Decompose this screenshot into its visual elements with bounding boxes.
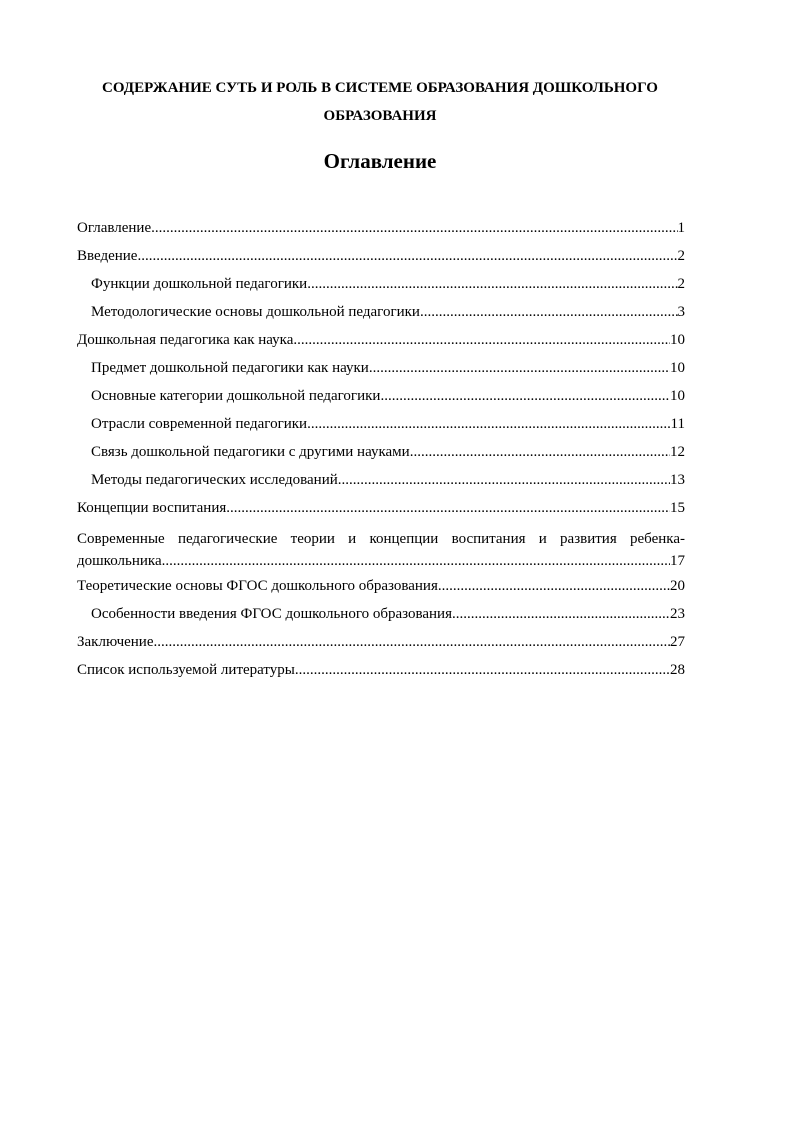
toc-entry-label: Список используемой литературы <box>77 662 295 678</box>
toc-page-number: 10 <box>670 388 685 404</box>
toc-subentry[interactable] <box>77 354 685 382</box>
toc-entry[interactable] <box>77 656 685 684</box>
toc-page-number: 12 <box>670 444 685 460</box>
toc-subentry[interactable] <box>77 410 685 438</box>
toc-page-number: 2 <box>677 248 685 264</box>
toc-entry-label: Теоретические основы ФГОС дошкольного образования <box>77 578 438 594</box>
table-of-contents <box>77 214 685 684</box>
toc-entry-label: Основные категории дошкольной педагогики <box>91 388 381 404</box>
toc-leader-dots <box>307 410 670 438</box>
toc-entry-label: Введение <box>77 248 138 264</box>
toc-page-number: 17 <box>670 553 685 569</box>
toc-entry-label: Функции дошкольной педагогики <box>91 276 308 292</box>
toc-entry[interactable] <box>77 326 685 354</box>
toc-leader-dots <box>226 494 670 522</box>
toc-page-number: 3 <box>677 304 685 320</box>
toc-page-number: 10 <box>670 332 685 348</box>
toc-heading: Оглавление <box>323 149 437 173</box>
toc-leader-dots <box>438 572 670 600</box>
toc-leader-dots <box>410 438 670 466</box>
toc-page-number: 13 <box>670 472 685 488</box>
document-title: СОДЕРЖАНИЕ СУТЬ И РОЛЬ В СИСТЕМЕ ОБРАЗОВАНИЯ ДОШКОЛЬНОГО ОБРАЗОВАНИЯ <box>102 80 658 124</box>
toc-entry-multiline[interactable] <box>77 522 685 572</box>
toc-subentry[interactable] <box>77 270 685 298</box>
toc-page-number: 2 <box>677 276 685 292</box>
toc-leader-dots <box>162 550 670 572</box>
toc-entry-label: Оглавление <box>77 220 152 236</box>
toc-leader-dots <box>295 656 670 684</box>
toc-leader-dots <box>420 298 678 326</box>
toc-page-number: 20 <box>670 578 685 594</box>
toc-page-number: 10 <box>670 360 685 376</box>
toc-leader-dots <box>380 382 670 410</box>
toc-subentry[interactable] <box>77 382 685 410</box>
toc-leader-dots <box>293 326 670 354</box>
toc-leader-dots <box>151 214 677 242</box>
toc-page-number: 15 <box>670 500 685 516</box>
toc-entry[interactable] <box>77 214 685 242</box>
toc-page-number: 11 <box>670 416 685 432</box>
toc-subentry[interactable] <box>77 298 685 326</box>
toc-subentry[interactable] <box>77 438 685 466</box>
toc-entry-label-line2: дошкольника <box>77 553 162 569</box>
toc-entry-label: Дошкольная педагогика как наука <box>77 332 294 348</box>
toc-leader-dots <box>452 600 670 628</box>
toc-entry[interactable] <box>77 494 685 522</box>
toc-entry-label: Предмет дошкольной педагогики как науки <box>91 360 369 376</box>
toc-entry-label: Концепции воспитания <box>77 500 227 516</box>
toc-subentry[interactable] <box>77 466 685 494</box>
toc-entry-label: Методологические основы дошкольной педагогики <box>91 304 420 320</box>
toc-page-number: 27 <box>670 634 685 650</box>
toc-leader-dots <box>338 466 670 494</box>
toc-entry-label-line1: Современные педагогические теории и концепции воспитания и развития ребенка- <box>77 531 685 547</box>
toc-entry-line2 <box>77 550 685 572</box>
toc-subentry[interactable] <box>77 600 685 628</box>
toc-leader-dots <box>369 354 670 382</box>
toc-leader-dots <box>307 270 677 298</box>
toc-leader-dots <box>137 242 677 270</box>
toc-entry-label: Особенности введения ФГОС дошкольного образования <box>91 606 452 622</box>
toc-page-number: 23 <box>670 606 685 622</box>
toc-entry[interactable] <box>77 572 685 600</box>
toc-page-number: 1 <box>677 220 685 236</box>
toc-entry-label: Отрасли современной педагогики <box>91 416 308 432</box>
toc-entry-label: Связь дошкольной педагогики с другими науками <box>91 444 410 460</box>
toc-page-number: 28 <box>670 662 685 678</box>
toc-entry-label: Заключение <box>77 634 154 650</box>
toc-leader-dots <box>154 628 671 656</box>
toc-entry-label: Методы педагогических исследований <box>91 472 338 488</box>
toc-entry[interactable] <box>77 628 685 656</box>
toc-entry[interactable] <box>77 242 685 270</box>
